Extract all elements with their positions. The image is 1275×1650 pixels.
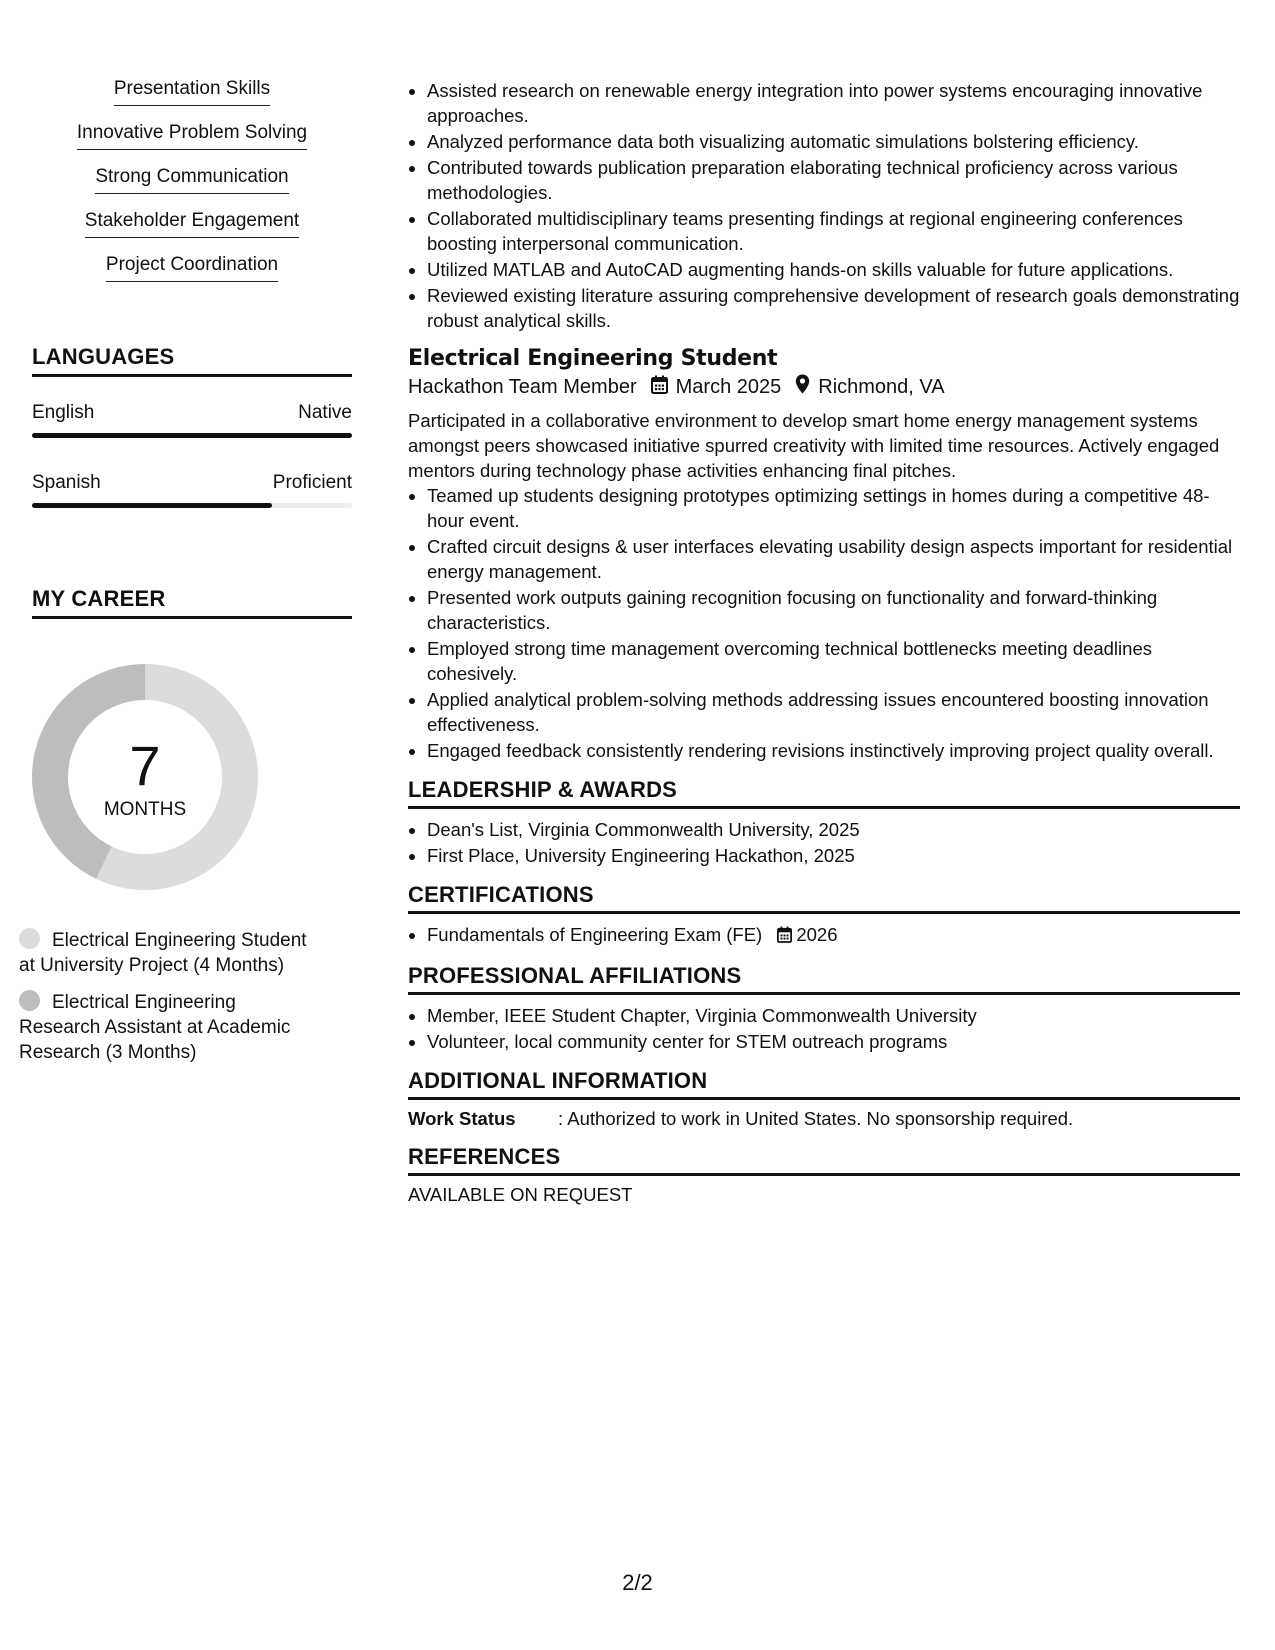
career-section <box>32 586 352 619</box>
work-status-row <box>408 1108 1240 1130</box>
certification-year: 2026 <box>796 924 838 945</box>
language-level: Proficient <box>272 472 352 493</box>
award-item: • First Place, University Engineering Hackathon, 2025 <box>427 843 1240 868</box>
references-heading: REFERENCES <box>408 1144 1240 1176</box>
calendar-icon <box>777 924 792 949</box>
bullet-item: • Assisted research on renewable energy integration into power systems encouraging innovative approaches. <box>427 78 1240 128</box>
map-pin-icon <box>795 374 810 400</box>
language-name: English <box>32 402 95 423</box>
experience-date: March 2025 <box>675 375 782 398</box>
languages-section <box>32 344 352 493</box>
language-proficiency-fill <box>32 503 272 508</box>
language-name: Spanish <box>32 472 101 493</box>
bullet-item: • Engaged feedback consistently rendering revisions instinctively improving project quality overall. <box>427 738 1240 763</box>
legend-item <box>19 928 309 978</box>
references-text: AVAILABLE ON REQUEST <box>408 1184 633 1205</box>
bullet-item: • Presented work outputs gaining recognition focusing on functionality and forward-thinking characteristics. <box>427 585 1240 635</box>
language-proficiency-bar <box>32 433 352 438</box>
experience-meta <box>408 374 1240 400</box>
certification-item <box>427 922 1240 949</box>
certifications-heading: CERTIFICATIONS <box>408 882 1240 914</box>
career-total-months: 7 <box>129 734 161 797</box>
skill-item: Project Coordination <box>106 252 278 282</box>
language-item <box>32 402 352 438</box>
certifications-list <box>408 922 1240 949</box>
bullet-item: • Reviewed existing literature assuring comprehensive development of research goals demonstrating robust analytical skills. <box>427 283 1240 333</box>
bullet-item: • Collaborated multidisciplinary teams presenting findings at regional engineering conferences boosting interpersonal communication. <box>427 206 1240 256</box>
career-donut-chart <box>32 664 258 890</box>
calendar-icon <box>651 375 668 400</box>
work-status-label: Work Status <box>408 1108 516 1129</box>
career-heading: MY CAREER <box>32 586 352 619</box>
experience-bullets <box>408 78 1240 333</box>
affiliations-list <box>408 1003 1240 1054</box>
page-number: 2/2 <box>622 1570 653 1595</box>
affiliations-heading: PROFESSIONAL AFFILIATIONS <box>408 963 1240 995</box>
skill-item: Stakeholder Engagement <box>85 208 299 238</box>
language-proficiency-bar <box>32 503 352 508</box>
language-item <box>32 472 352 508</box>
experience-title: Electrical Engineering Student <box>408 346 778 371</box>
language-proficiency-fill <box>32 433 352 438</box>
bullet-item: • Teamed up students designing prototypes optimizing settings in homes during a competitive 48-hour event. <box>427 483 1240 533</box>
work-status-value: : Authorized to work in United States. No sponsorship required. <box>558 1108 1074 1129</box>
bullet-item: • Crafted circuit designs & user interfaces elevating usability design aspects important for residential energy management. <box>427 534 1240 584</box>
affiliation-item: • Volunteer, local community center for STEM outreach programs <box>427 1029 1240 1054</box>
languages-heading: LANGUAGES <box>32 344 352 377</box>
skill-item: Strong Communication <box>95 164 288 194</box>
legend-dot <box>19 928 40 949</box>
bullet-item: • Analyzed performance data both visualizing automatic simulations bolstering efficiency. <box>427 129 1240 154</box>
affiliation-item: • Member, IEEE Student Chapter, Virginia Commonwealth University <box>427 1003 1240 1028</box>
leadership-list <box>408 817 1240 868</box>
experience-bullets <box>408 483 1240 763</box>
additional-info-heading: ADDITIONAL INFORMATION <box>408 1068 1240 1100</box>
career-total-unit: MONTHS <box>103 799 187 820</box>
experience-location: Richmond, VA <box>818 375 945 398</box>
bullet-item: • Applied analytical problem-solving methods addressing issues encountered boosting innovation effectiveness. <box>427 687 1240 737</box>
experience-role: Hackathon Team Member <box>408 375 637 398</box>
skills-list <box>32 76 352 296</box>
experience-summary: Participated in a collaborative environment to develop smart home energy management systems amongst peers showcased initiative spurred creativity with limited time resources. Actively engaged mentors during technology phase activities enhancing final pitches. <box>408 410 1220 481</box>
legend-label: Electrical Engineering Research Assistant at Academic Research (3 Months) <box>19 992 291 1063</box>
bullet-item: • Contributed towards publication preparation elaborating technical proficiency across various methodologies. <box>427 155 1240 205</box>
legend-dot <box>19 990 40 1011</box>
bullet-item: • Utilized MATLAB and AutoCAD augmenting hands-on skills valuable for future applications. <box>427 257 1240 282</box>
leadership-heading: LEADERSHIP & AWARDS <box>408 777 1240 809</box>
legend-label: Electrical Engineering Student at University Project (4 Months) <box>19 930 307 976</box>
right-column <box>408 78 1240 1206</box>
career-legend <box>19 928 309 1077</box>
legend-item <box>19 990 309 1065</box>
award-item: • Dean's List, Virginia Commonwealth University, 2025 <box>427 817 1240 842</box>
language-level: Native <box>298 402 352 423</box>
skill-item: Innovative Problem Solving <box>77 120 307 150</box>
bullet-item: • Employed strong time management overcoming technical bottlenecks meeting deadlines cohesively. <box>427 636 1240 686</box>
certification-name: Fundamentals of Engineering Exam (FE) <box>427 924 763 945</box>
skill-item: Presentation Skills <box>114 76 270 106</box>
